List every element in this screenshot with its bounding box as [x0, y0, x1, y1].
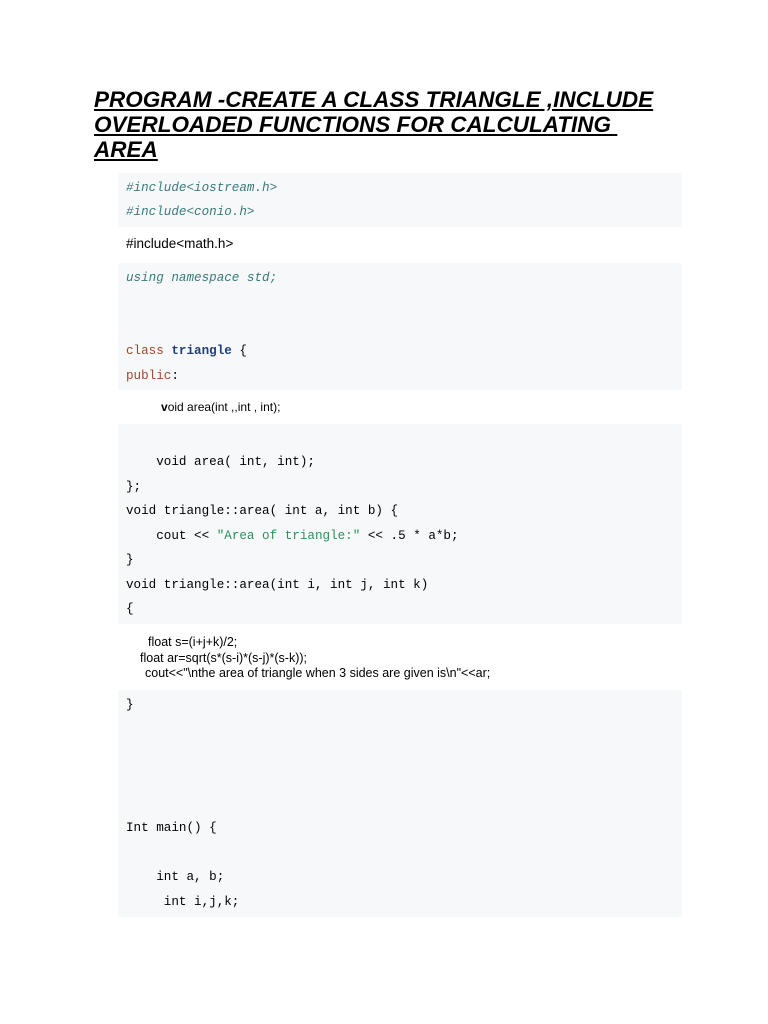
- title-line-2: OVERLOADED FUNCTIONS FOR CALCULATING: [94, 112, 618, 137]
- text-area-decl-three: [161, 399, 280, 415]
- cout-prefix: cout <<: [126, 529, 217, 543]
- title-line-3: AREA: [94, 137, 158, 162]
- code-close-brace-1: }: [126, 553, 134, 567]
- code-int-ab: int a, b;: [126, 870, 225, 884]
- code-close-class: };: [126, 480, 142, 494]
- page-title: [94, 87, 694, 162]
- code-area-def-two: void triangle::area( int a, int b) {: [126, 504, 399, 518]
- code-include-conio: #include<conio.h>: [126, 205, 255, 219]
- title-line-1: PROGRAM -CREATE A CLASS TRIANGLE ,INCLUDE: [94, 87, 654, 112]
- text-area-decl-v: v: [161, 400, 168, 414]
- code-public: [126, 368, 179, 384]
- class-name: triangle: [171, 344, 232, 358]
- code-area-def-three: void triangle::area(int i, int j, int k): [126, 578, 429, 592]
- code-open-brace: {: [126, 602, 134, 616]
- keyword-public: public: [126, 369, 172, 383]
- code-close-brace-3: }: [126, 698, 134, 712]
- cout-string: "Area of triangle:": [216, 529, 361, 543]
- text-area-decl-rest: oid area(int ,,int , int);: [167, 400, 281, 414]
- code-include-iostream: #include<iostream.h>: [126, 181, 278, 195]
- code-using-namespace: using namespace std;: [126, 271, 278, 285]
- code-cout-area: [126, 528, 459, 544]
- class-brace: {: [231, 344, 247, 358]
- code-int-ijk: int i,j,k;: [126, 895, 240, 909]
- code-class-declaration: [126, 343, 247, 359]
- keyword-class: class: [126, 344, 164, 358]
- code-area-decl-two: void area( int, int);: [126, 455, 315, 469]
- code-main: Int main() {: [126, 821, 217, 835]
- public-colon: :: [171, 369, 179, 383]
- cout-suffix: << .5 * a*b;: [360, 529, 459, 543]
- text-cout-three: cout<<"\nthe area of triangle when 3 sides are given is\n"<<ar;: [145, 666, 491, 680]
- text-include-math: #include<math.h>: [126, 236, 234, 251]
- text-float-s: float s=(i+j+k)/2;: [148, 635, 238, 649]
- text-float-ar: float ar=sqrt(s*(s-i)*(s-j)*(s-k));: [140, 651, 308, 665]
